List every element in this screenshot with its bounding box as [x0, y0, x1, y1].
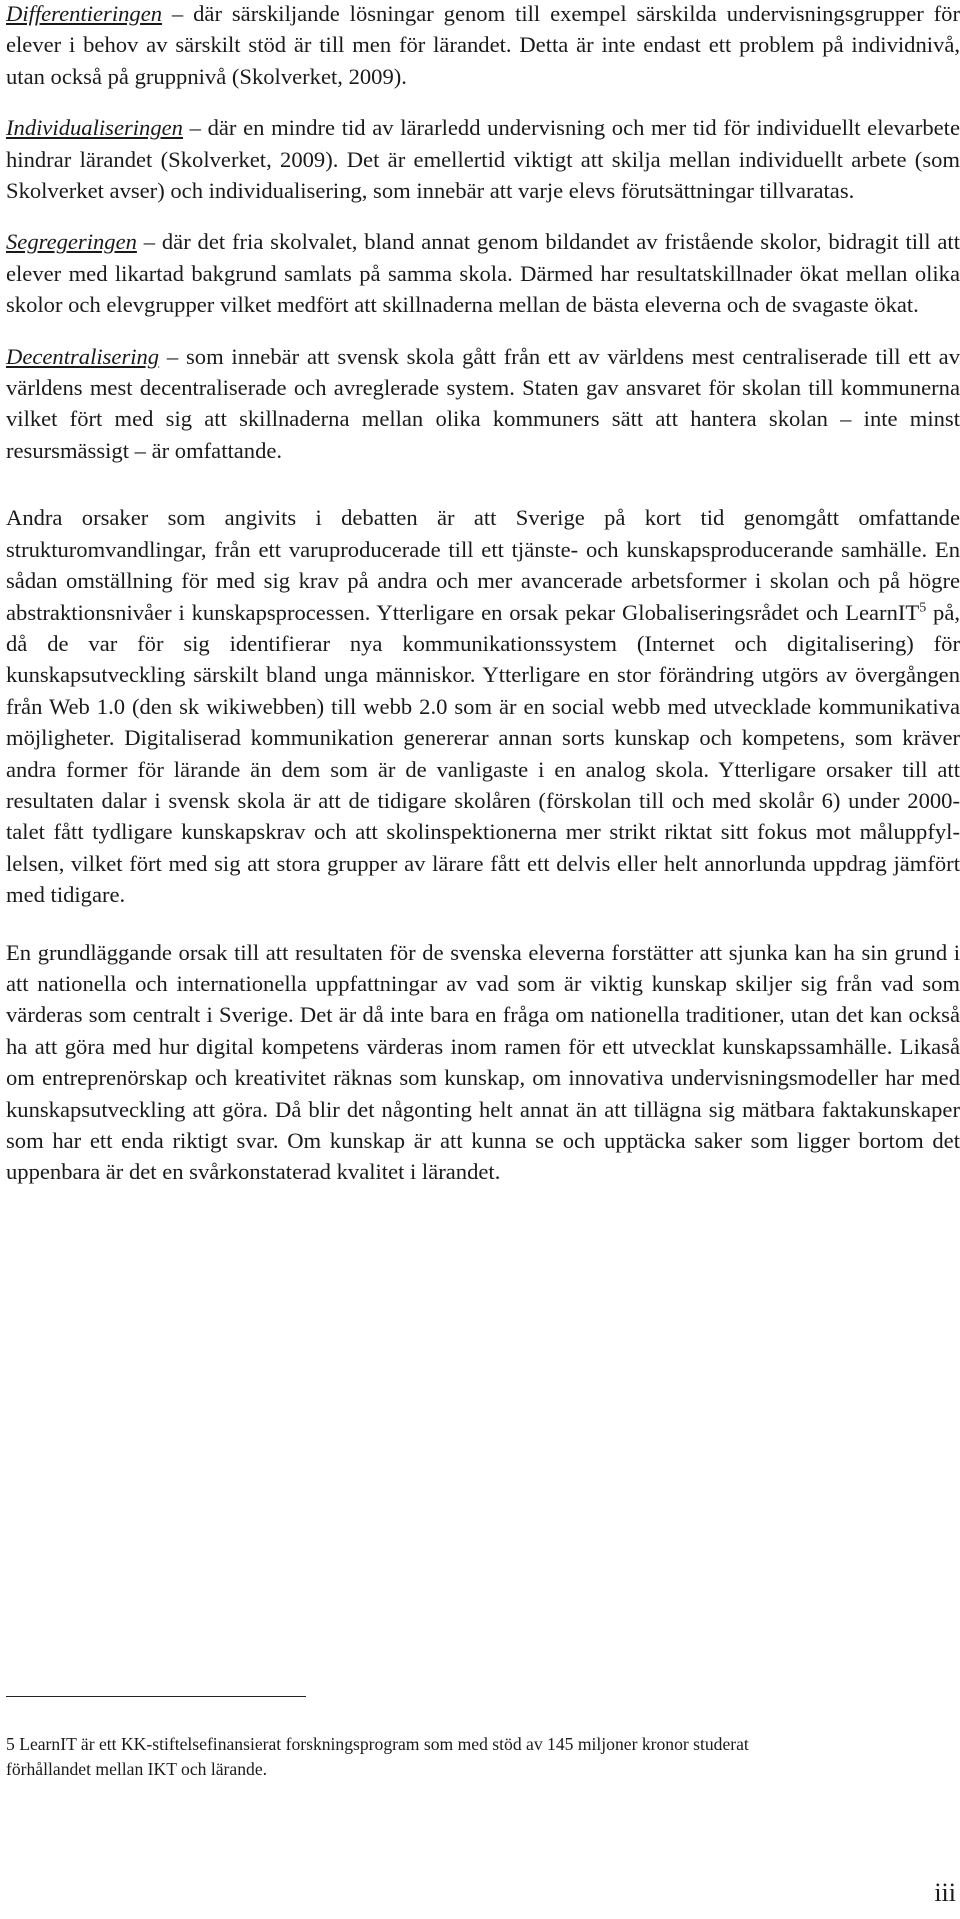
term-segregeringen: Segregeringen [6, 229, 137, 255]
bullet-text: – som innebär att svensk skola gått från ett av världens mest centraliserade till ett av världens mest decentraliserade och avreglerade system. Staten gav ansvaret för skolan till kommunerna vilket fört med sig att skillnaderna mellan olika kommuners sätt att hantera skolan – inte minst resursmässigt – är omfattande. [6, 343, 960, 463]
paragraph-text: Andra orsaker som angivits i debatten är att Sverige på kort tid genomgått omfattande strukturomvandlingar, från ett varuproducerade till ett tjänste- och kunskapsproducerande samhälle. En sådan omställning för med sig krav på andra och mer avancerade arbetsformer i skolan och på högre abstraktionsnivåer i kunskapsprocessen. Ytterligare en orsak pekar Globaliseringsrådet och LearnIT [6, 505, 960, 625]
bullet-paragraph-segregering [6, 226, 960, 320]
bullet-paragraph-differentiering [6, 0, 960, 92]
bullet-paragraph-decentralisering [6, 341, 960, 467]
term-differentieringen: Differentieringen [6, 1, 163, 26]
document-page [6, 0, 960, 1210]
footnote-reference[interactable]: 5 [919, 599, 927, 615]
bullet-paragraph-individualisering [6, 112, 960, 206]
footnote-number: 5 [6, 1734, 15, 1754]
bullet-text: – där särskiljande lösningar genom till exempel särskilda undervisningsgrupper för elever i behov av särskilt stöd är till men för lärandet. Detta är inte endast ett problem på individnivå, utan också på gruppnivå (Skolverket, 2009). [6, 1, 960, 89]
body-paragraph-2: En grundläggande orsak till att resultaten för de svenska eleverna forstätter att sjunka kan ha sin grund i att nationella och internationella uppfattningar av vad som är viktig kunskap skiljer sig från vad som värderas som centralt i Sverige. Det är då inte bara en fråga om nationella traditioner, utan det kan också ha att göra med hur digital kompetens värderas inom ramen för ett utvecklat kunskapssamhälle. Likaså om entreprenörskap och kreativitet räknas som kunskap, om innovativa undervisningsmodeller har med kunskapsutveckling att göra. Då blir det någonting helt annat än att tillägna sig mätbara faktakunskaper som har ett enda riktigt svar. Om kunskap är att kunna se och upptäcka saker som ligger bortom det uppenbara är det en svårkonstaterad kvalitet i lärandet. [6, 939, 960, 1185]
footnote-text: LearnIT är ett KK-stiftelsefinansierat forskningsprogram som med stöd av 145 miljoner kronor studerat förhållandet mellan IKT och lärande. [6, 1734, 749, 1779]
term-individualiseringen: Individualiseringen [6, 115, 183, 141]
page-number: iii [934, 1878, 956, 1907]
bullet-text: – där det fria skolvalet, bland annat genom bildandet av fristående skolor, bidragit till att elever med likartad bakgrund samlats på samma skola. Därmed har resultatskillnader ökat mellan olika skolor och elevgrupper vilket medfört att skillnaderna mellan de bästa eleverna och de svagaste ökat. [6, 229, 960, 318]
paragraph-text: på, då de var för sig identifierar nya kommunikationssystem (Internet och digitalisering) för kunskapsutveckling särskilt bland unga människor. Ytterligare en stor förändring utgörs av övergången från Web 1.0 (den sk wikiwebben) till webb 2.0 som är en social webb med utvecklade kommunikativa möjligheter. Digitaliserad kommunikation genererar annan sorts kunskap och kompetens, som kräver andra former för lärande än dem som är de vanligaste i en analog skola. Ytterligare orsaker till att resultaten dalar i svensk skola är att de tidigare skolåren (förskolan till och med skolår 6) under 2000-talet fått tydligare kunskapskrav och att skolinspektionerna mer strikt riktat sitt fokus mot måluppfyllelsen, vilket fört med sig att stora grupper av lärare fått ett delvis eller helt annorlunda uppdrag jämfört med tidigare. [6, 599, 960, 908]
footnote [6, 1732, 786, 1782]
body-paragraph-1 [6, 502, 960, 910]
bullet-text: – där en mindre tid av lärarledd undervisning och mer tid för individuellt elevarbete hindrar lärandet (Skolverket, 2009). Det är emellertid viktigt att skilja mellan individuellt arbete (som Skolverket avser) och individualisering, som innebär att varje elevs förutsättningar tillvaratas. [6, 115, 960, 204]
footnote-divider [6, 1696, 306, 1697]
term-decentralisering: Decentralisering [6, 343, 160, 369]
